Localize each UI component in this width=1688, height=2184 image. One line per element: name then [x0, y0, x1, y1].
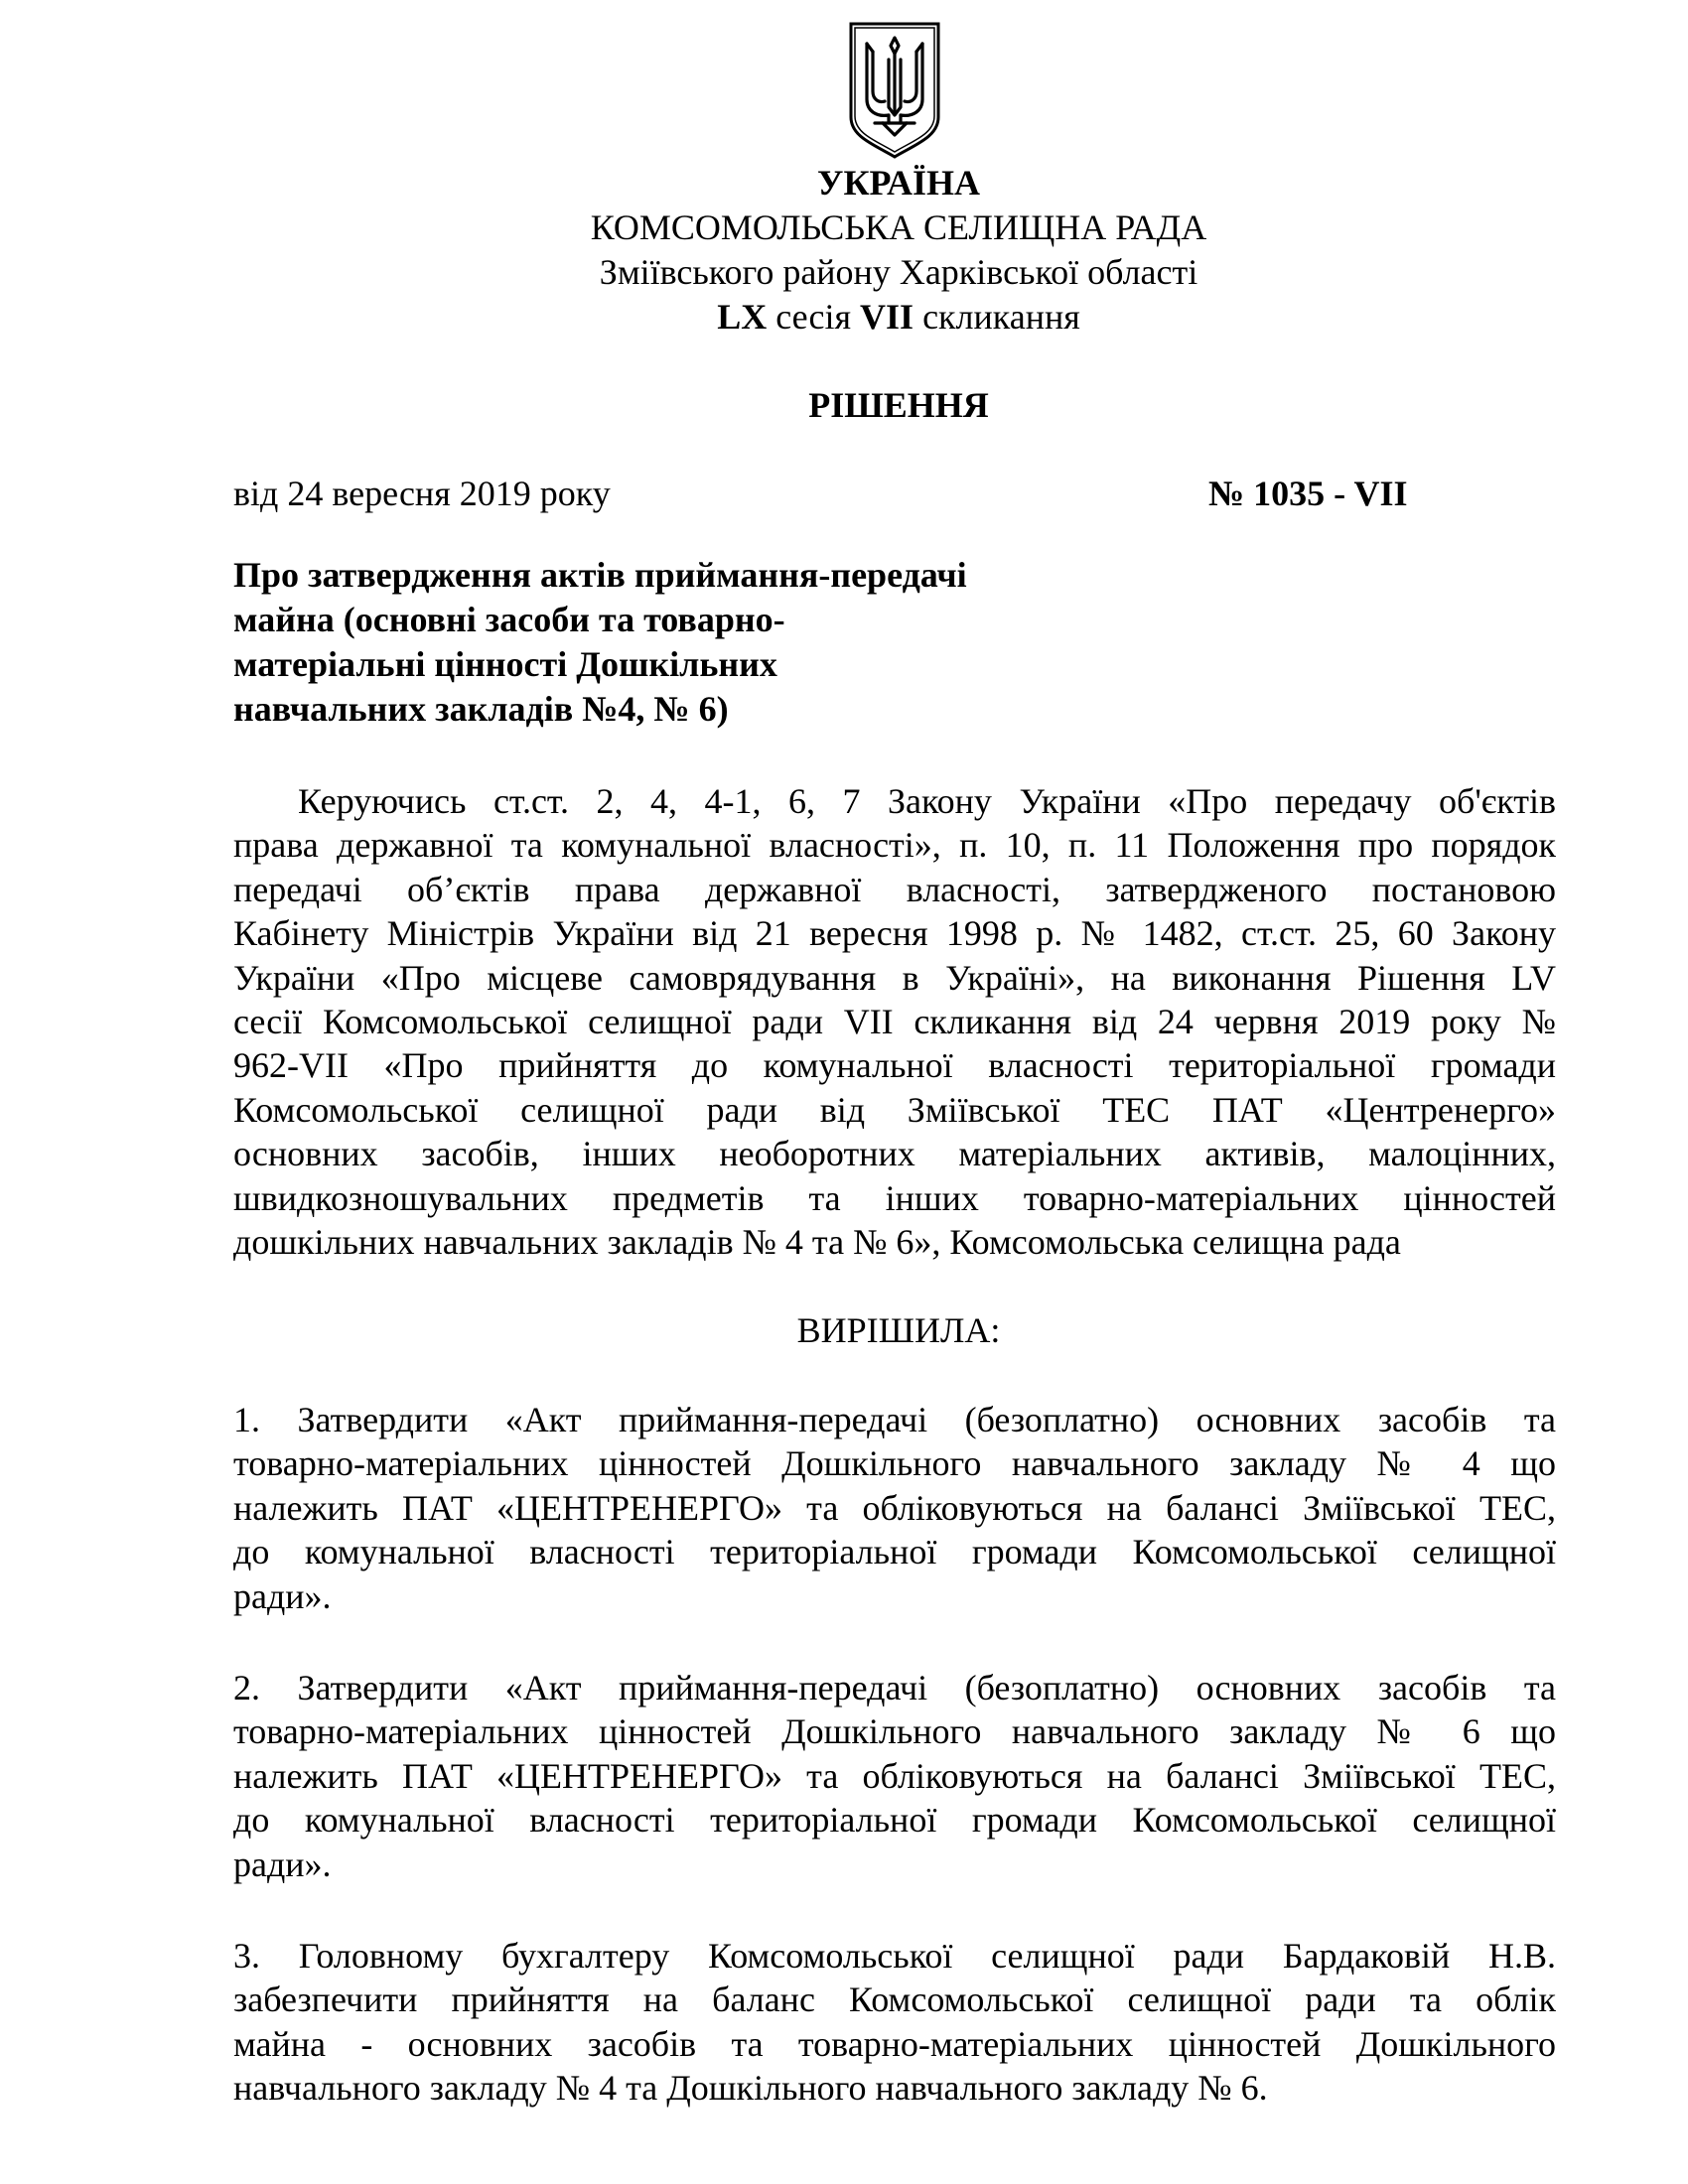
session-convocation: VII [860, 297, 914, 337]
preamble-line: сесії Комсомольської селищної ради VII скликання від 24 червня 2019 року № [233, 1001, 1556, 1041]
item-line: 2. Затвердити «Акт приймання-передачі (безоплатно) основних засобів та [233, 1668, 1556, 1707]
preamble-line: України «Про місцеве самоврядування в Україні», на виконання Рішення LV [233, 957, 1556, 998]
preamble-line: Керуючись ст.ст. 2, 4, 4-1, 6, 7 Закону України «Про передачу об'єктів [298, 781, 1556, 821]
item-line: до комунальної власності територіальної громади Комсомольської селищної [233, 1532, 1556, 1572]
item-line: 1. Затвердити «Акт приймання-передачі (безоплатно) основних засобів та [233, 1400, 1556, 1439]
session-number: LX [717, 297, 768, 337]
decision-item-3 [233, 1934, 1556, 2111]
subject-line: матеріальні цінності Дошкільних [233, 644, 777, 684]
header-session [0, 295, 1688, 339]
item-line: майна - основних засобів та товарно-матеріальних цінностей Дошкільного [233, 2023, 1556, 2064]
document-type: РІШЕННЯ [808, 385, 989, 425]
preamble-line: Кабінету Міністрів України від 21 вересня 1998 р. № 1482, ст.ст. 25, 60 Закону [233, 913, 1556, 954]
preamble-line: передачі об’єктів права державної власності, затвердженого постановою [233, 869, 1556, 909]
item-line: ради». [233, 1843, 332, 1884]
preamble-line: права державної та комунальної власності», п. 10, п. 11 Положення про порядок [233, 825, 1556, 866]
item-line: забезпечити прийняття на баланс Комсомольської селищної ради та облік [233, 1979, 1556, 2020]
item-line: товарно-матеріальних цінностей Дошкільного навчального закладу № 6 що [233, 1711, 1556, 1752]
preamble-line: основних засобів, інших необоротних матеріальних активів, малоцінних, [233, 1134, 1556, 1174]
item-line: товарно-матеріальних цінностей Дошкільного навчального закладу № 4 що [233, 1443, 1556, 1484]
subject-line: Про затвердження актів приймання-передачі [233, 555, 967, 595]
coat-of-arms-icon [845, 20, 944, 159]
session-suffix: скликання [914, 297, 1080, 337]
decision-item-2 [233, 1666, 1556, 1886]
session-word: сесія [767, 297, 861, 337]
item-line: належить ПАТ «ЦЕНТРЕНЕРГО» та обліковуються на балансі Зміївської ТЕС, [233, 1487, 1556, 1528]
subject-line: навчальних закладів №4, № 6) [233, 689, 729, 729]
item-line: ради». [233, 1575, 332, 1616]
decision-number: № 1035 - VII [1208, 474, 1408, 513]
preamble-paragraph [233, 779, 1556, 1264]
preamble-line: дошкільних навчальних закладів № 4 та № 6», Комсомольська селищна рада [233, 1221, 1401, 1262]
item-line: до комунальної власності територіальної громади Комсомольської селищної [233, 1800, 1556, 1841]
header-council: КОМСОМОЛЬСЬКА СЕЛИЩНА РАДА [590, 207, 1207, 247]
preamble-line: 962-VII «Про прийняття до комунальної власності територіальної громади [233, 1045, 1556, 1086]
decided-heading: ВИРІШИЛА: [796, 1310, 1001, 1350]
item-line: 3. Головному бухгалтеру Комсомольської селищної ради Бардаковій Н.В. [233, 1936, 1556, 1976]
decision-date: від 24 вересня 2019 року [233, 474, 611, 513]
subject-line: майна (основні засоби та товарно- [233, 600, 785, 639]
item-line: навчального закладу № 4 та Дошкільного навчального закладу № 6. [233, 2068, 1268, 2109]
item-line: належить ПАТ «ЦЕНТРЕНЕРГО» та обліковуються на балансі Зміївської ТЕС, [233, 1755, 1556, 1796]
preamble-line: швидкозношувальних предметів та інших товарно-матеріальних цінностей [233, 1177, 1556, 1218]
decision-item-1 [233, 1398, 1556, 1618]
preamble-line: Комсомольської селищної ради від Зміївської ТЕС ПАТ «Центренерго» [233, 1089, 1556, 1130]
header-country: УКРАЇНА [817, 163, 980, 203]
decision-subject [233, 553, 1127, 732]
header-district: Зміївського району Харківської області [599, 252, 1198, 292]
